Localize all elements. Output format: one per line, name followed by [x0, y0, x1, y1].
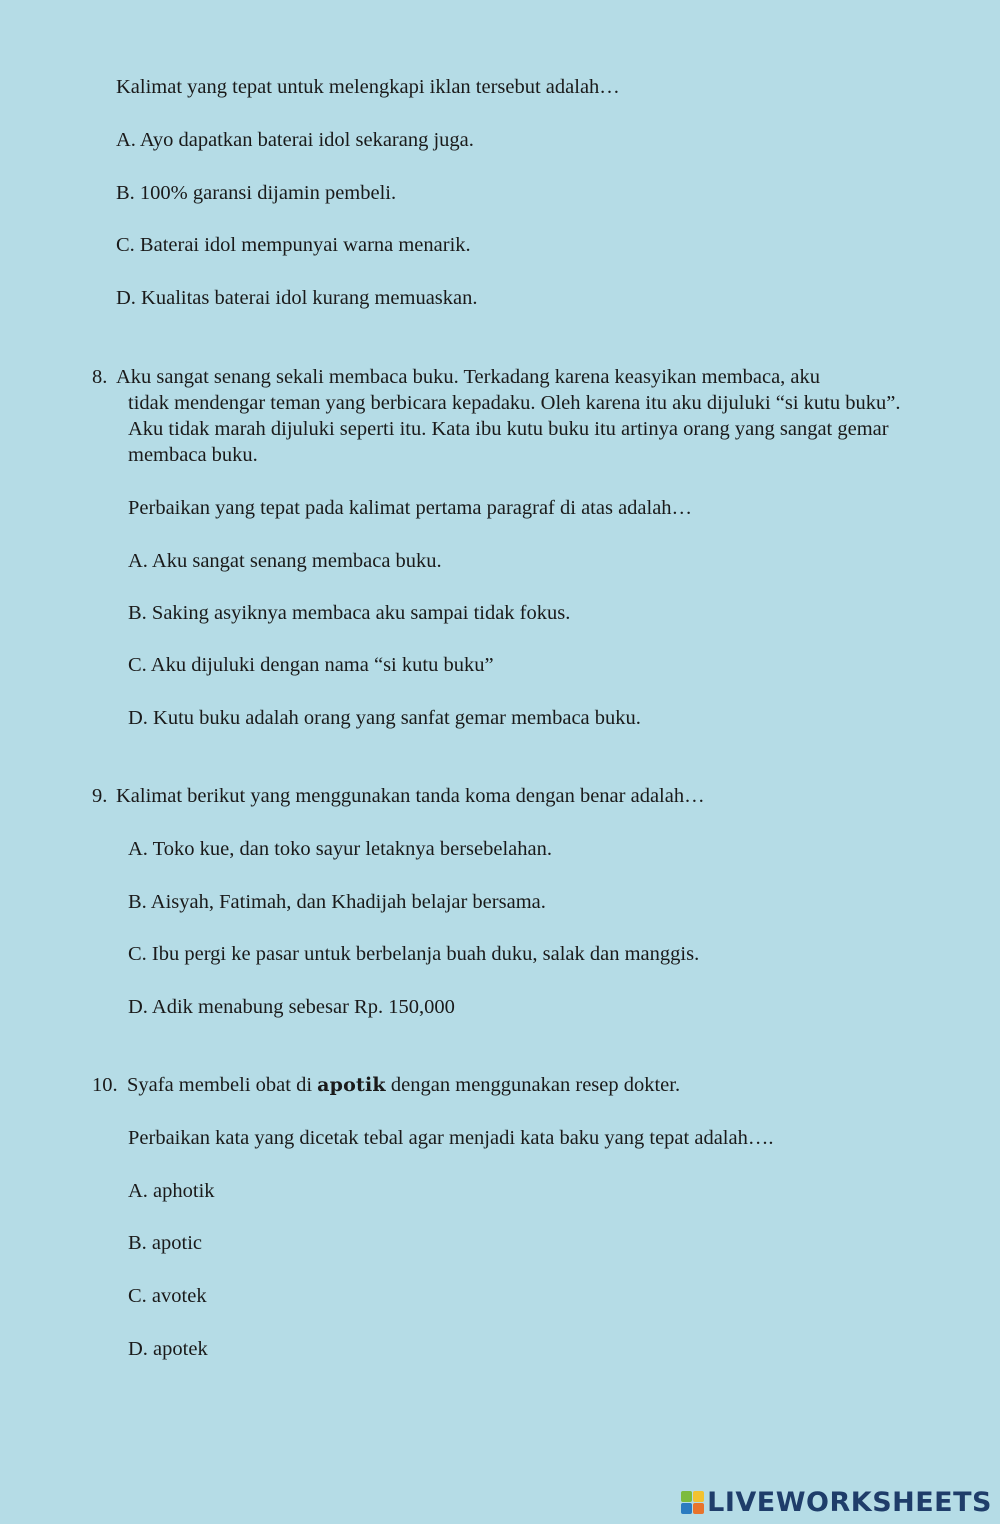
option-a: A. Ayo dapatkan baterai idol sekarang juga. [116, 129, 474, 151]
question-8-option-b: B. Saking asyiknya membaca aku sampai tidak fokus. [128, 602, 571, 624]
question-9-text: Kalimat berikut yang menggunakan tanda koma dengan benar adalah… [116, 785, 705, 807]
option-b: B. 100% garansi dijamin pembeli. [116, 182, 397, 204]
question-9-option-b: B. Aisyah, Fatimah, dan Khadijah belajar bersama. [128, 891, 546, 913]
question-10-option-a: A. aphotik [128, 1180, 215, 1202]
question-8-first-line: Aku sangat senang sekali membaca buku. Terkadang karena keasyikan membaca, aku [116, 366, 821, 388]
question-10-text [127, 1072, 680, 1098]
question-10-option-b: B. apotic [128, 1232, 203, 1254]
question-9-option-c: C. Ibu pergi ke pasar untuk berbelanja buah duku, salak dan manggis. [128, 943, 700, 965]
question-10-text-before: Syafa membeli obat di [127, 1074, 313, 1096]
option-d: D. Kualitas baterai idol kurang memuaskan. [116, 287, 478, 309]
question-8-option-a: A. Aku sangat senang membaca buku. [128, 550, 442, 572]
question-9-number: 9. [92, 785, 108, 807]
option-c: C. Baterai idol mempunyai warna menarik. [116, 234, 471, 256]
question-8-prompt: Perbaikan yang tepat pada kalimat pertama paragraf di atas adalah… [128, 497, 693, 519]
question-8-option-c: C. Aku dijuluki dengan nama “si kutu buku” [128, 654, 494, 676]
question-8-paragraph: tidak mendengar teman yang berbicara kepadaku. Oleh karena itu aku dijuluki “si kutu buku”. Aku tidak marah dijuluki seperti itu. Kata ibu kutu buku itu artinya orang yang sangat gemar membaca buku. [128, 392, 901, 466]
liveworksheets-logo[interactable] [681, 1487, 992, 1518]
question-8-number: 8. [92, 366, 108, 388]
question-10-number: 10. [92, 1074, 118, 1096]
liveworksheets-logo-icon [681, 1491, 704, 1514]
liveworksheets-logo-text: LIVEWORKSHEETS [707, 1487, 992, 1518]
question-10-option-d: D. apotek [128, 1338, 208, 1360]
question-prompt: Kalimat yang tepat untuk melengkapi iklan tersebut adalah… [116, 76, 620, 98]
question-10-prompt: Perbaikan kata yang dicetak tebal agar menjadi kata baku yang tepat adalah…. [128, 1127, 774, 1149]
question-9-option-d: D. Adik menabung sebesar Rp. 150,000 [128, 996, 455, 1018]
question-10-option-c: C. avotek [128, 1285, 207, 1307]
question-9-option-a: A. Toko kue, dan toko sayur letaknya bersebelahan. [128, 838, 553, 860]
question-8-option-d: D. Kutu buku adalah orang yang sanfat gemar membaca buku. [128, 707, 641, 729]
question-10-bold-word: apotik [317, 1074, 386, 1096]
question-10-text-after: dengan menggunakan resep dokter. [390, 1074, 681, 1096]
